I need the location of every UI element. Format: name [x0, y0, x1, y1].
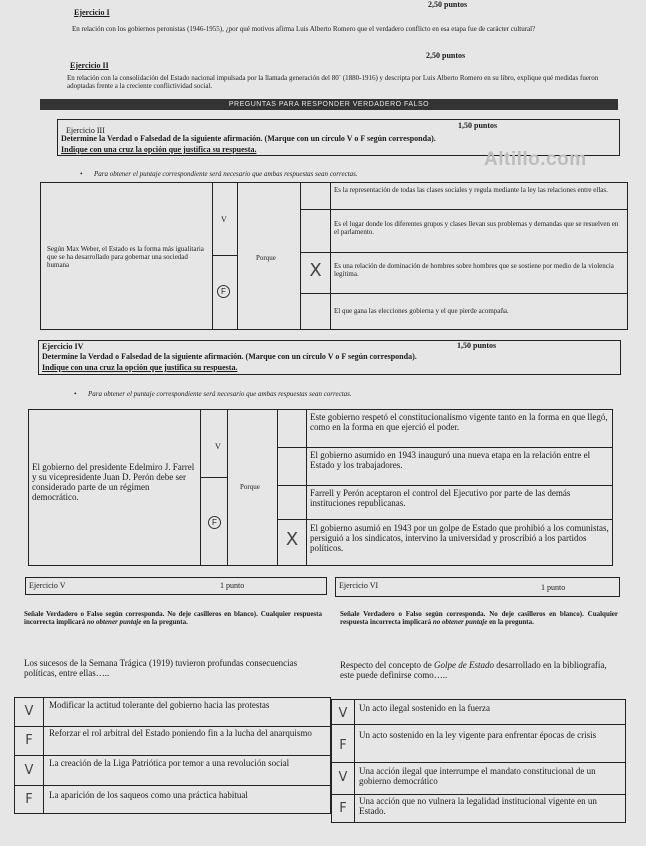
altillo-watermark: Altillo.com: [484, 149, 587, 170]
ex4-instructions-2: Indique con una cruz la opción que justifica su respuesta.: [42, 363, 238, 372]
ex3-checkbox-4[interactable]: [302, 294, 329, 329]
ex4-note-bullet: •: [74, 390, 77, 398]
ex3-option-2: Es el lugar donde los diferentes grupos y clases llevan sus problemas y demandas que se resuelven en el parlamento.: [334, 220, 619, 236]
ex4-header-box: [38, 340, 621, 375]
ex5-points: 1 punto: [220, 581, 245, 590]
ex2-title: Ejercicio II: [70, 61, 109, 70]
ex6-row4-mark[interactable]: F: [339, 801, 347, 816]
ex6-row1-text: Un acto ilegal sostenido en la fuerza: [359, 703, 490, 713]
ex4-points: 1,50 puntos: [457, 341, 497, 350]
ex6-header-box: [335, 577, 620, 597]
ex4-checkbox-3[interactable]: [279, 486, 305, 519]
ex3-porque: Porque: [256, 254, 276, 262]
ex6-row3-mark[interactable]: V: [338, 770, 348, 785]
ex6-question: Respecto del concepto de Golpe de Estado desarrollado en la bibliografía, este puede definirse como…..: [340, 660, 607, 680]
ex6-points: 1 punto: [541, 583, 566, 592]
ex3-instructions: Determine la Verdad o Falsedad de la siguiente afirmación. (Marque con un círculo V o F según corresponda).: [61, 134, 436, 143]
ex6-instructions: Señale Verdadero o Falso según corresponda. No deje casilleros en blanco). Cualquier respuesta incorrecta implicará no obtener puntaje en la pregunta.: [340, 610, 618, 626]
ex3-points: 1,50 puntos: [458, 121, 498, 130]
ex6-row3-text: Una acción ilegal que interrumpe el mandato constitucional de un gobierno democrático: [359, 766, 596, 786]
ex4-option-1: Este gobierno respetó el constitucionalismo vigente tanto en la forma en que llegó, como en la forma en que ejerció el poder.: [310, 412, 608, 432]
ex5-row1-text: Modificar la actitud tolerante del gobierno hacia las protestas: [49, 700, 270, 710]
ex5-question: Los sucesos de la Semana Trágica (1919) tuvieron profundas consecuencias políticas, entre ellas…..: [24, 658, 298, 678]
ex4-checkbox-2[interactable]: [279, 448, 305, 485]
ex4-cross-mark[interactable]: X: [285, 529, 299, 550]
ex4-option-4: El gobierno asumió en 1943 por un golpe de Estado que prohibió a los comunistas, persiguió a los sindicatos, intervino la universidad y proscribió a los partidos políticos.: [310, 523, 609, 553]
ex4-porque: Porque: [240, 483, 260, 491]
ex5-row4-mark[interactable]: F: [25, 792, 33, 807]
ex4-f-option[interactable]: F: [208, 516, 221, 529]
ex1-text: En relación con los gobiernos peronistas (1946-1955), ¿por qué motivos afirma Luis Alberto Romero que el verdadero conflicto en esa etapa fue de carácter cultural?: [72, 25, 536, 33]
ex5-title: Ejercicio V: [29, 581, 66, 590]
ex5-row2-text: Reforzar el rol arbitral del Estado poniendo fin a la lucha del anarquismo: [49, 728, 312, 738]
ex3-option-4: El que gana las elecciones gobierna y el que pierde acompaña.: [334, 307, 509, 315]
ex4-checkbox-1[interactable]: [279, 410, 305, 447]
ex6-table: [331, 699, 626, 823]
ex3-checkbox-1[interactable]: [302, 183, 329, 209]
section-banner: PREGUNTAS PARA RESPONDER VERDADERO FALSO: [40, 99, 618, 110]
ex4-statement: El gobierno del presidente Edelmiro J. Farrel y su vicepresidente Juan D. Perón debe ser considerado parte de un régimen democrático.: [32, 462, 195, 502]
ex3-table: [40, 182, 628, 330]
ex5-row3-text: La creación de la Liga Patriótica por temor a una revolución social: [49, 758, 290, 768]
ex3-title: Ejercicio III: [66, 126, 105, 135]
ex6-row1-mark[interactable]: V: [338, 706, 348, 721]
ex1-points: 2,50 puntos: [428, 0, 468, 9]
ex4-instructions: Determine la Verdad o Falsedad de la siguiente afirmación. (Marque con un círculo V o F según corresponda).: [42, 352, 417, 361]
ex4-note: Para obtener el puntaje correspondiente será necesario que ambas respuestas sean correctas.: [88, 390, 352, 398]
ex6-row4-text: Una acción que no vulnera la legalidad institucional vigente en un Estado.: [359, 796, 597, 816]
ex3-cross-mark[interactable]: X: [309, 260, 322, 281]
ex4-table: [28, 409, 613, 566]
ex5-instructions: Señale Verdadero o Falso según corresponda. No deje casilleros en blanco). Cualquier respuesta incorrecta implicará no obtener puntaje en la pregunta.: [24, 610, 322, 626]
ex5-row3-mark[interactable]: V: [24, 763, 34, 778]
ex6-row2-mark[interactable]: F: [339, 738, 347, 753]
ex3-instructions-2: Indique con una cruz la opción que justifica su respuesta.: [61, 145, 257, 154]
ex5-row1-mark[interactable]: V: [24, 704, 34, 719]
ex3-checkbox-2[interactable]: [302, 210, 329, 252]
ex3-v-option[interactable]: V: [221, 215, 227, 224]
ex4-option-2: El gobierno asumido en 1943 inauguró una nueva etapa en la relación entre el Estado y los trabajadores.: [310, 450, 591, 470]
ex4-v-option[interactable]: V: [215, 442, 221, 451]
ex2-text: En relación con la consolidación del Estado nacional impulsada por la llamada generación del 80´ (1880-1916) y descripta por Luis Alberto Romero en su libro, explique qué medidas fueron adoptadas frente a la creciente conflictividad social.: [67, 74, 599, 90]
ex3-note-bullet: •: [80, 170, 83, 178]
ex5-row2-mark[interactable]: F: [25, 733, 33, 748]
ex4-option-3: Farrell y Perón aceptaron el control del Ejecutivo por parte de las demás instituciones republicanas.: [310, 488, 571, 508]
ex5-header-box: [25, 577, 327, 595]
ex6-title: Ejercicio VI: [339, 581, 379, 590]
ex1-title: Ejercicio I: [74, 8, 110, 17]
ex5-table: [14, 697, 331, 814]
ex5-row4-text: La aparición de los saqueos como una práctica habitual: [49, 790, 248, 800]
ex3-option-1: Es la representación de todas las clases sociales y regula mediante la ley las relaciones entre ellas.: [334, 186, 608, 194]
ex3-f-option[interactable]: F: [217, 285, 230, 298]
ex3-option-3: Es una relación de dominación de hombres sobre hombres que se sostiene por medio de la violencia legítima.: [334, 262, 614, 278]
ex2-points: 2,50 puntos: [426, 51, 466, 60]
ex4-title: Ejercicio IV: [42, 342, 84, 351]
ex3-note: Para obtener el puntaje correspondiente será necesario que ambas respuestas sean correctas.: [94, 170, 358, 178]
ex3-statement: Según Max Weber, el Estado es la forma más igualitaria que se ha desarrollado para gobernar una sociedad humana: [47, 245, 204, 269]
ex6-row2-text: Un acto sostenido en la ley vigente para enfrentar épocas de crisis: [359, 730, 597, 740]
